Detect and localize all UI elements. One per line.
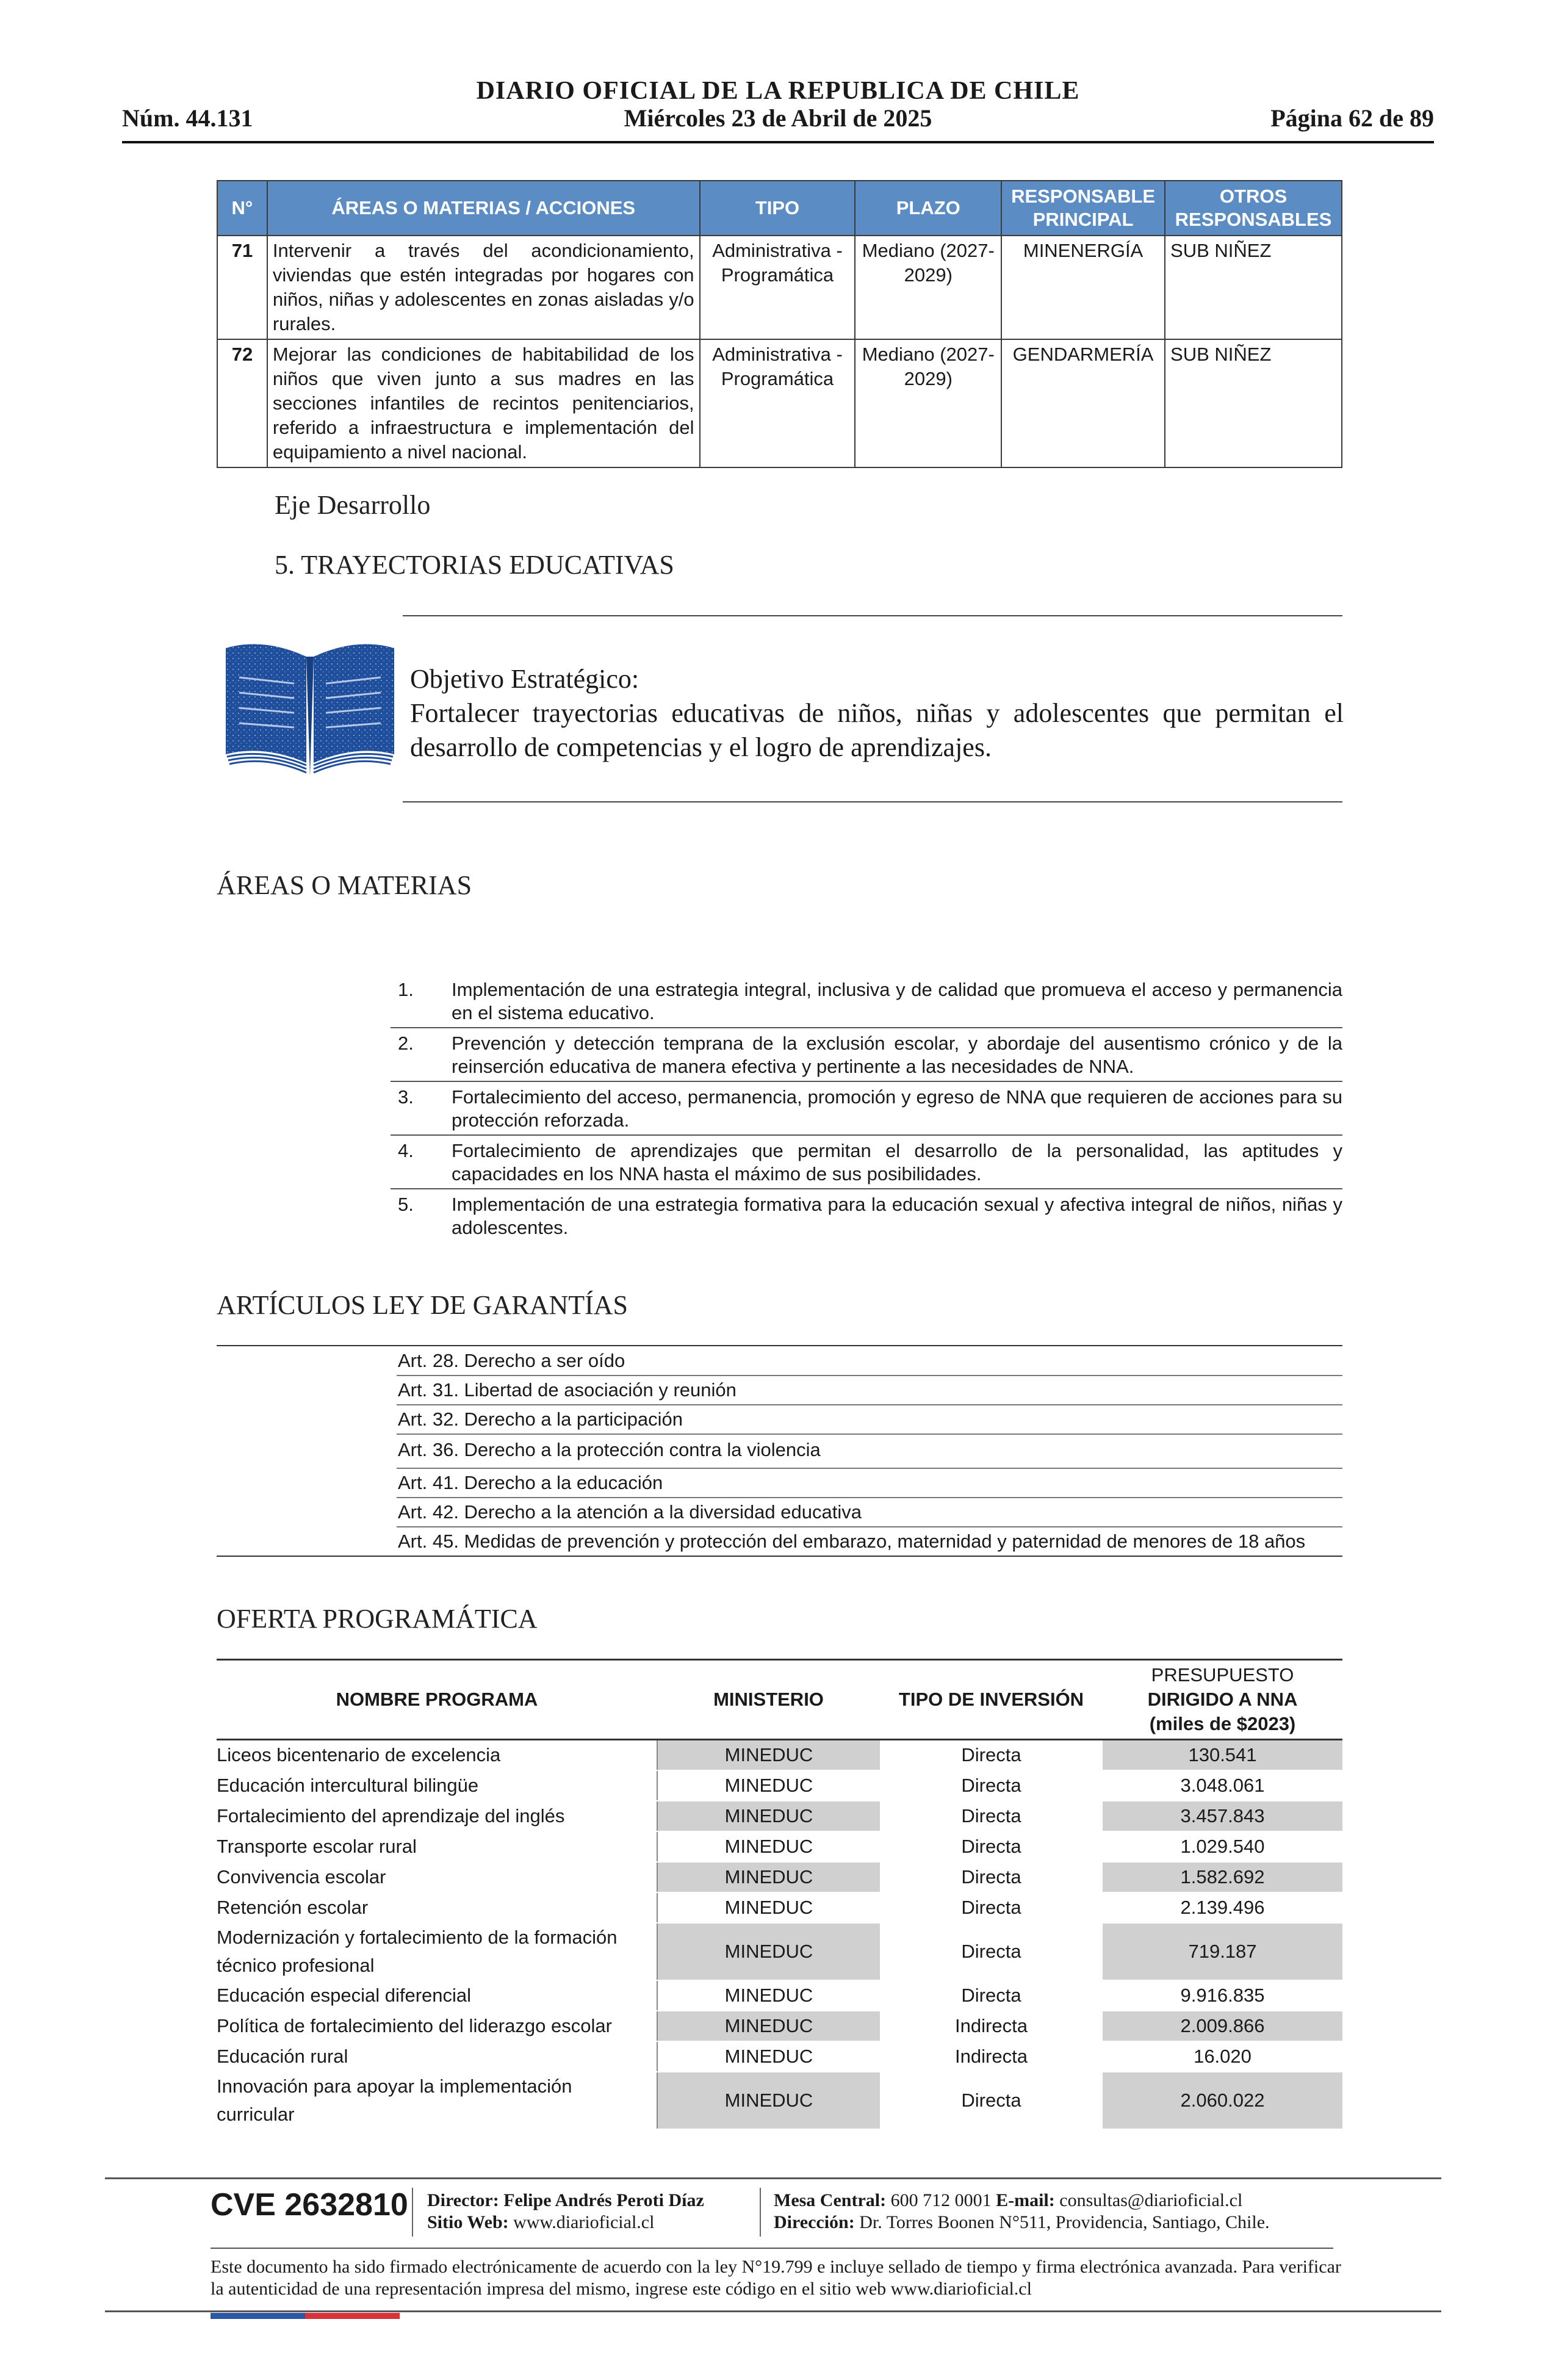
issue-number: Núm. 44.131 bbox=[122, 104, 253, 132]
section-title: 5. TRAYECTORIAS EDUCATIVAS bbox=[275, 550, 674, 580]
col-header-ministerio: MINISTERIO bbox=[657, 1661, 880, 1740]
list-item bbox=[391, 1136, 1342, 1189]
program-presupuesto: 2.060.022 bbox=[1103, 2072, 1342, 2129]
program-ministerio: MINEDUC bbox=[657, 1831, 880, 1862]
articles-top-rule bbox=[217, 1345, 1342, 1346]
sitio-line bbox=[427, 2212, 704, 2234]
list-item: Art. 32. Derecho a la participación bbox=[397, 1405, 1342, 1435]
program-presupuesto: 16.020 bbox=[1103, 2041, 1342, 2072]
newspaper-title: DIARIO OFICIAL DE LA REPUBLICA DE CHILE bbox=[476, 77, 1080, 105]
footer-legal-text: Este documento ha sido firmado electrónicamente de acuerdo con la ley N°19.799 e incluye sellado de tiempo y firma electrónica avanzada. Para verificar la autenticidad de una representación impresa del mismo, ingrese este código en el sitio web www.diarioficial.cl bbox=[211, 2257, 1341, 2299]
cve-code: CVE 2632810 bbox=[211, 2187, 408, 2223]
list-item: Art. 41. Derecho a la educación bbox=[397, 1469, 1342, 1498]
program-ministerio: MINEDUC bbox=[657, 1980, 880, 2011]
col-header-otros: OTROS RESPONSABLES bbox=[1165, 181, 1342, 236]
program-name: Educación especial diferencial bbox=[217, 1980, 657, 2011]
item-text: Implementación de una estrategia formativa para la educación sexual y afectiva integral de niños, niñas y adolescentes. bbox=[452, 1194, 1342, 1238]
footer-separator bbox=[412, 2188, 413, 2237]
program-presupuesto: 9.916.835 bbox=[1103, 1980, 1342, 2011]
program-presupuesto: 1.582.692 bbox=[1103, 1862, 1342, 1892]
program-ministerio: MINEDUC bbox=[657, 1770, 880, 1801]
oferta-table-header bbox=[217, 1661, 1342, 1740]
program-presupuesto: 2.139.496 bbox=[1103, 1892, 1342, 1923]
oferta-title: OFERTA PROGRAMÁTICA bbox=[217, 1604, 538, 1634]
actions-table-header bbox=[217, 181, 1342, 236]
program-name: Transporte escolar rural bbox=[217, 1831, 657, 1862]
program-name: Educación rural bbox=[217, 2041, 657, 2072]
col-header-nombre: NOMBRE PROGRAMA bbox=[217, 1661, 657, 1740]
program-ministerio: MINEDUC bbox=[657, 2072, 880, 2129]
areas-title: ÁREAS O MATERIAS bbox=[217, 870, 472, 900]
table-row bbox=[217, 1862, 1342, 1892]
program-name: Retención escolar bbox=[217, 1892, 657, 1923]
program-tipo: Directa bbox=[880, 1770, 1103, 1801]
footer-bottom-rule bbox=[105, 2310, 1441, 2312]
row-otros: SUB NIÑEZ bbox=[1165, 339, 1342, 467]
table-row bbox=[217, 1892, 1342, 1923]
col-header-num: N° bbox=[217, 181, 267, 236]
footer-separator bbox=[760, 2188, 761, 2237]
table-row bbox=[217, 1740, 1342, 1771]
footer-top-rule bbox=[105, 2177, 1441, 2179]
item-text: Implementación de una estrategia integral, inclusiva y de calidad que promueva el acceso y permanencia en el sistema educativo. bbox=[452, 979, 1342, 1023]
program-presupuesto: 2.009.866 bbox=[1103, 2011, 1342, 2041]
program-tipo: Indirecta bbox=[880, 2011, 1103, 2041]
table-row bbox=[217, 1770, 1342, 1801]
program-name: Liceos bicentenario de excelencia bbox=[217, 1740, 657, 1771]
table-row bbox=[217, 1923, 1342, 1980]
open-book-icon bbox=[221, 635, 399, 781]
direccion-label: Dirección: bbox=[774, 2212, 855, 2232]
program-tipo: Indirecta bbox=[880, 2041, 1103, 2072]
program-ministerio: MINEDUC bbox=[657, 1862, 880, 1892]
program-presupuesto: 3.457.843 bbox=[1103, 1801, 1342, 1831]
list-item: Art. 36. Derecho a la protección contra la violencia bbox=[397, 1435, 1342, 1469]
articles-list bbox=[397, 1347, 1342, 1556]
list-item: Art. 28. Derecho a ser oído bbox=[397, 1347, 1342, 1376]
direccion-line bbox=[774, 2212, 1270, 2234]
col-header-tipo: TIPO DE INVERSIÓN bbox=[880, 1661, 1103, 1740]
objective-label: Objetivo Estratégico: bbox=[410, 664, 639, 694]
table-row bbox=[217, 236, 1342, 339]
item-number: 4. bbox=[398, 1140, 414, 1161]
director-label: Director: bbox=[427, 2190, 499, 2210]
item-number: 1. bbox=[398, 979, 414, 1000]
program-tipo: Directa bbox=[880, 1892, 1103, 1923]
row-responsable: MINENERGÍA bbox=[1001, 236, 1165, 339]
item-number: 2. bbox=[398, 1033, 414, 1054]
issue-date: Miércoles 23 de Abril de 2025 bbox=[624, 104, 932, 132]
program-ministerio: MINEDUC bbox=[657, 1892, 880, 1923]
row-action: Mejorar las condiciones de habitabilidad de los niños que viven junto a sus madres en las secciones infantiles de recintos penitenciarios, referido a infraestructura e implementación del equipamiento a nivel nacional. bbox=[267, 339, 700, 467]
table-row bbox=[217, 1801, 1342, 1831]
list-item: Art. 45. Medidas de prevención y protección del embarazo, maternidad y paternidad de menores de 18 años bbox=[398, 1531, 1306, 1552]
mesa-label: Mesa Central: bbox=[774, 2190, 887, 2210]
program-name: Convivencia escolar bbox=[217, 1862, 657, 1892]
row-tipo: Administrativa - Programática bbox=[700, 339, 855, 467]
objective-text: Fortalecer trayectorias educativas de niños, niñas y adolescentes que permitan el desarrollo de competencias y el logro de aprendizajes. bbox=[410, 698, 1344, 762]
list-item bbox=[391, 1028, 1342, 1082]
row-plazo: Mediano (2027-2029) bbox=[855, 339, 1001, 467]
row-tipo: Administrativa - Programática bbox=[700, 236, 855, 339]
program-tipo: Directa bbox=[880, 1740, 1103, 1771]
program-tipo: Directa bbox=[880, 2072, 1103, 2129]
table-row bbox=[217, 2072, 1342, 2129]
presupuesto-line-1: PRESUPUESTO bbox=[1151, 1664, 1294, 1686]
areas-list bbox=[391, 975, 1342, 1242]
flag-stripe-blue bbox=[211, 2313, 305, 2319]
program-presupuesto: 3.048.061 bbox=[1103, 1770, 1342, 1801]
program-ministerio: MINEDUC bbox=[657, 2041, 880, 2072]
program-name: Innovación para apoyar la implementación curricular bbox=[217, 2072, 657, 2129]
page-number: Página 62 de 89 bbox=[1270, 104, 1434, 132]
program-tipo: Directa bbox=[880, 1980, 1103, 2011]
eje-label: Eje Desarrollo bbox=[275, 490, 431, 520]
table-row bbox=[217, 339, 1342, 467]
program-tipo: Directa bbox=[880, 1923, 1103, 1980]
articles-bottom-rule bbox=[217, 1556, 1342, 1557]
objective-top-rule bbox=[403, 615, 1342, 616]
sitio-label: Sitio Web: bbox=[427, 2212, 509, 2232]
mesa-line bbox=[774, 2190, 1270, 2212]
program-name: Modernización y fortalecimiento de la formación técnico profesional bbox=[217, 1923, 657, 1980]
list-item bbox=[391, 975, 1342, 1028]
direccion-text: Dr. Torres Boonen N°511, Providencia, Santiago, Chile. bbox=[859, 2212, 1270, 2232]
program-ministerio: MINEDUC bbox=[657, 1740, 880, 1771]
program-name: Fortalecimiento del aprendizaje del inglés bbox=[217, 1801, 657, 1831]
email-label: E-mail: bbox=[996, 2190, 1055, 2210]
table-row bbox=[217, 2011, 1342, 2041]
program-name: Educación intercultural bilingüe bbox=[217, 1770, 657, 1801]
table-row bbox=[217, 2041, 1342, 2072]
col-header-areas: ÁREAS O MATERIAS / ACCIONES bbox=[267, 181, 700, 236]
footer-director-block bbox=[427, 2190, 704, 2234]
list-item: Art. 31. Libertad de asociación y reunión bbox=[397, 1376, 1342, 1405]
program-ministerio: MINEDUC bbox=[657, 1923, 880, 1980]
program-presupuesto: 130.541 bbox=[1103, 1740, 1342, 1771]
mesa-phone: 600 712 0001 bbox=[890, 2190, 992, 2210]
list-item: Art. 42. Derecho a la atención a la diversidad educativa bbox=[397, 1498, 1342, 1527]
item-number: 3. bbox=[398, 1086, 414, 1108]
item-text: Prevención y detección temprana de la exclusión escolar, y abordaje del ausentismo crónico y de la reinserción educativa de manera efectiva y pertinente a las necesidades de NNA. bbox=[452, 1033, 1342, 1077]
table-row bbox=[217, 1831, 1342, 1862]
email-link[interactable]: consultas@diarioficial.cl bbox=[1059, 2190, 1243, 2210]
program-presupuesto: 719.187 bbox=[1103, 1923, 1342, 1980]
footer-mid-rule bbox=[211, 2248, 1333, 2249]
row-plazo: Mediano (2027-2029) bbox=[855, 236, 1001, 339]
articles-title: ARTÍCULOS LEY DE GARANTÍAS bbox=[217, 1290, 629, 1320]
list-item bbox=[391, 1189, 1342, 1242]
program-tipo: Directa bbox=[880, 1801, 1103, 1831]
row-action: Intervenir a través del acondicionamiento, viviendas que estén integradas por hogares con niños, niñas y adolescentes en zonas aisladas y/o rurales. bbox=[267, 236, 700, 339]
footer-contact-block bbox=[774, 2190, 1270, 2234]
objective-block bbox=[410, 662, 1344, 765]
list-item bbox=[391, 1082, 1342, 1136]
col-header-tipo: TIPO bbox=[700, 181, 855, 236]
row-number: 71 bbox=[217, 236, 267, 339]
row-number: 72 bbox=[217, 339, 267, 467]
actions-table bbox=[217, 180, 1342, 468]
presupuesto-line-2: DIRIGIDO A NNA bbox=[1147, 1689, 1298, 1710]
presupuesto-line-3: (miles de $2023) bbox=[1149, 1713, 1296, 1734]
flag-stripe-red bbox=[305, 2313, 400, 2319]
objective-bottom-rule bbox=[403, 801, 1342, 802]
col-header-plazo: PLAZO bbox=[855, 181, 1001, 236]
director-name: Felipe Andrés Peroti Díaz bbox=[503, 2190, 704, 2210]
col-header-responsable: RESPONSABLE PRINCIPAL bbox=[1001, 181, 1165, 236]
oferta-table bbox=[217, 1659, 1342, 2130]
table-row bbox=[217, 1980, 1342, 2011]
program-name: Política de fortalecimiento del liderazgo escolar bbox=[217, 2011, 657, 2041]
row-otros: SUB NIÑEZ bbox=[1165, 236, 1342, 339]
col-header-presupuesto bbox=[1103, 1661, 1342, 1740]
sitio-web-link[interactable]: www.diarioficial.cl bbox=[513, 2212, 655, 2232]
program-ministerio: MINEDUC bbox=[657, 2011, 880, 2041]
row-responsable: GENDARMERÍA bbox=[1001, 339, 1165, 467]
director-line bbox=[427, 2190, 704, 2212]
program-ministerio: MINEDUC bbox=[657, 1801, 880, 1831]
program-tipo: Directa bbox=[880, 1831, 1103, 1862]
item-text: Fortalecimiento del acceso, permanencia, promoción y egreso de NNA que requieren de acciones para su protección reforzada. bbox=[452, 1086, 1342, 1131]
program-tipo: Directa bbox=[880, 1862, 1103, 1892]
program-presupuesto: 1.029.540 bbox=[1103, 1831, 1342, 1862]
item-number: 5. bbox=[398, 1194, 414, 1215]
item-text: Fortalecimiento de aprendizajes que permitan el desarrollo de la personalidad, las aptitudes y capacidades en los NNA hasta el máximo de sus posibilidades. bbox=[452, 1140, 1342, 1185]
header-rule bbox=[122, 141, 1434, 143]
